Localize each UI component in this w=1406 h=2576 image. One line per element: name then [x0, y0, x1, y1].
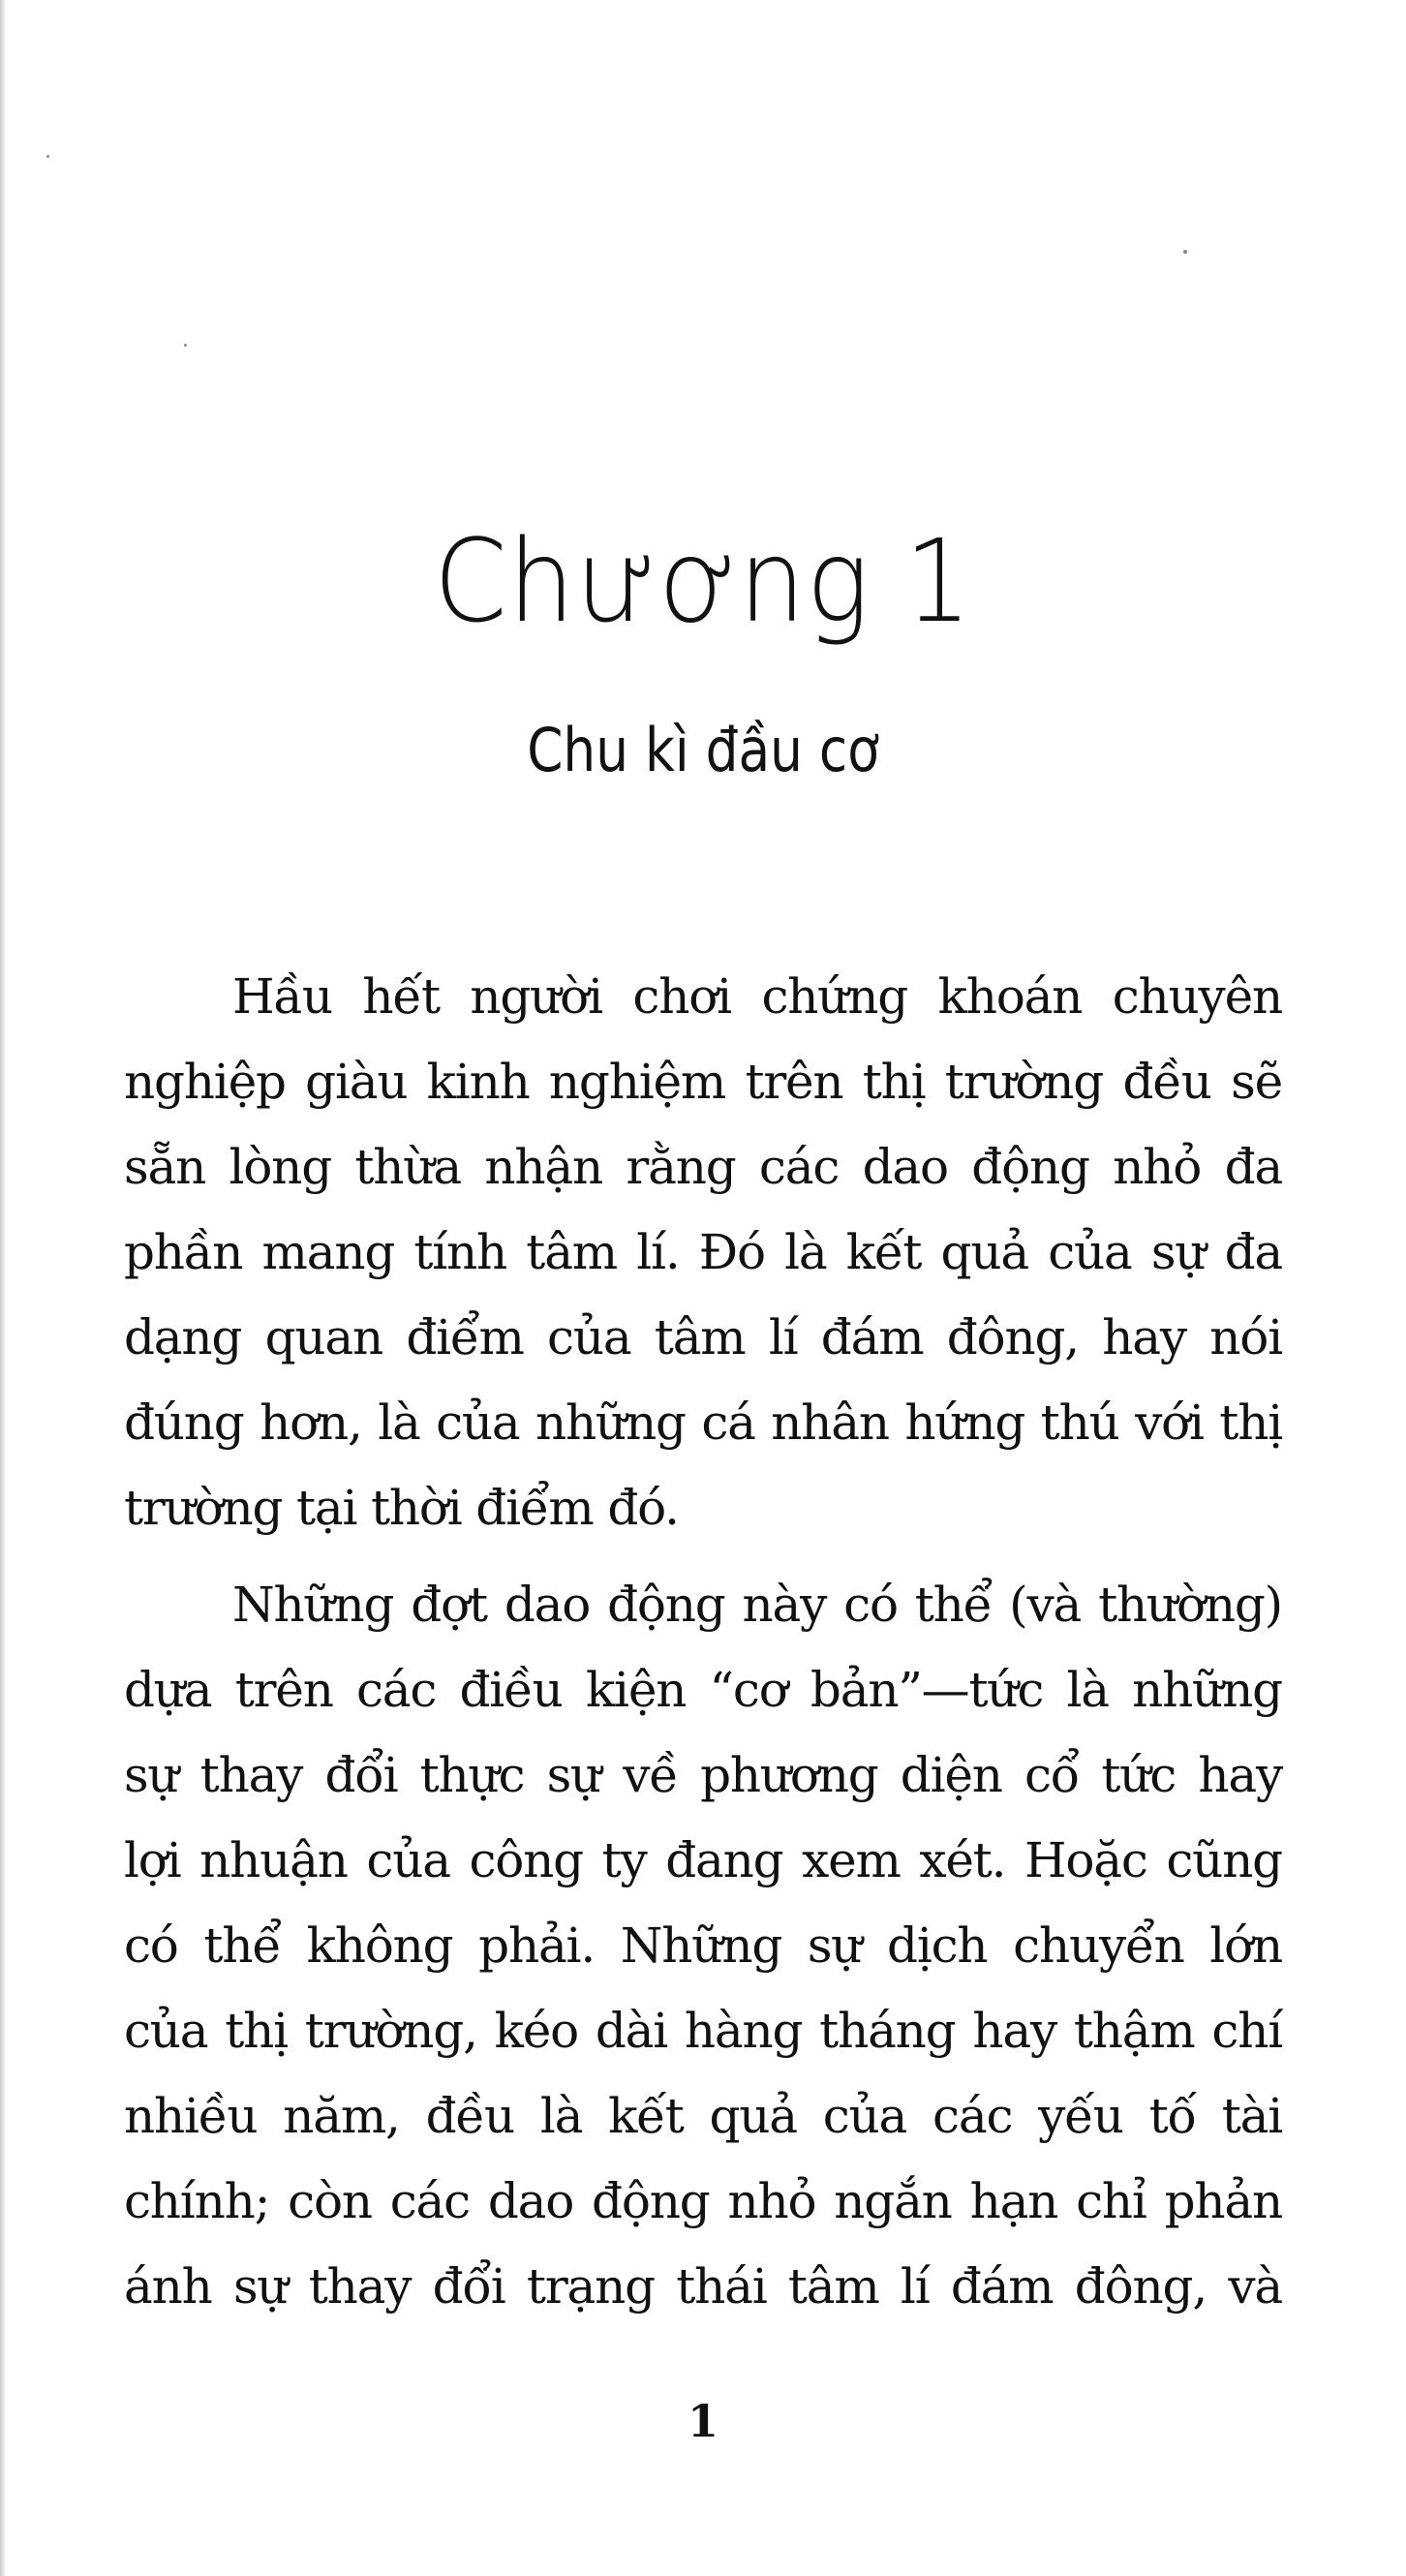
text-line: phần mang tính tâm lí. Đó là kết quả của sự đa: [124, 1224, 1282, 1280]
text-line: có thể không phải. Những sự dịch chuyển lớn: [124, 1917, 1282, 1974]
text-line: Những đợt dao động này có thể (và thường): [232, 1577, 1282, 1633]
text-line: sẵn lòng thừa nhận rằng các dao động nhỏ đa: [124, 1139, 1282, 1195]
text-line: nhiều năm, đều là kết quả của các yếu tố tài: [124, 2088, 1282, 2144]
text-line: Hầu hết người chơi chứng khoán chuyên: [232, 968, 1282, 1025]
text-line: chính; còn các dao động nhỏ ngắn hạn chỉ phản: [124, 2173, 1282, 2229]
text-line: trường tại thời điểm đó.: [124, 1480, 679, 1536]
text-line: lợi nhuận của công ty đang xem xét. Hoặc cũng: [124, 1832, 1282, 1888]
chapter-title: Chương 1: [433, 514, 973, 648]
text-line: sự thay đổi thực sự về phương diện cổ tức hay: [124, 1747, 1282, 1803]
text-line: dạng quan điểm của tâm lí đám đông, hay nói: [124, 1309, 1282, 1365]
text-line: ánh sự thay đổi trạng thái tâm lí đám đông, và: [124, 2258, 1282, 2315]
text-line: nghiệp giàu kinh nghiệm trên thị trường đều sẽ: [124, 1054, 1282, 1110]
page-number: 1: [687, 2395, 718, 2447]
text-line: đúng hơn, là của những cá nhân hứng thú với thị: [124, 1395, 1282, 1451]
text-line: của thị trường, kéo dài hàng tháng hay thậm chí: [124, 2003, 1282, 2059]
paragraph-2: [124, 1562, 1282, 2329]
text-line: dựa trên các điều kiện “cơ bản”—tức là những: [124, 1662, 1282, 1718]
body-text: [124, 954, 1282, 2341]
chapter-subtitle: Chu kì đầu cơ: [527, 715, 879, 785]
paragraph-1: [124, 954, 1282, 1550]
